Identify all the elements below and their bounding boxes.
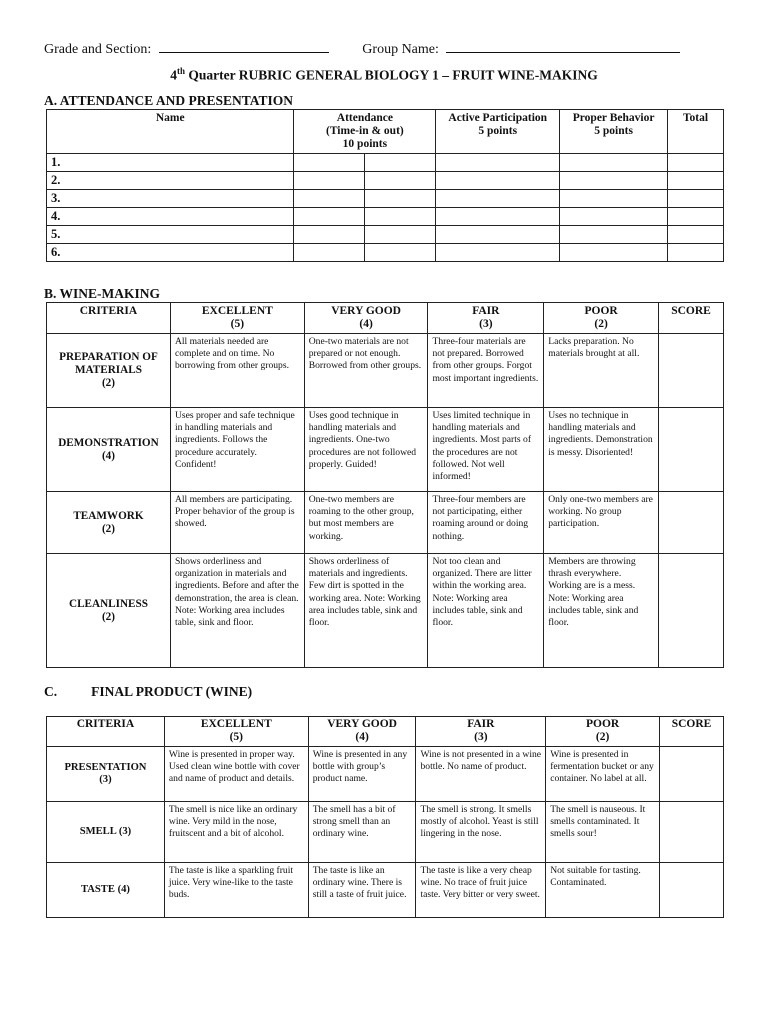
poor-points: (2) <box>595 731 610 743</box>
page-title <box>0 66 768 84</box>
excellent-header <box>164 717 308 747</box>
criteria-line: SMELL (3) <box>79 826 132 837</box>
criteria-row <box>47 802 724 863</box>
score-cell[interactable] <box>660 802 724 863</box>
behavior-cell[interactable] <box>560 226 668 244</box>
row-number: 6. <box>47 244 294 262</box>
col-name: Name <box>47 110 294 154</box>
score-header: SCORE <box>659 303 724 334</box>
poor-header <box>546 717 660 747</box>
very-good-desc: The taste is like an ordinary wine. There is still a taste of fruit juice. <box>308 863 416 918</box>
time-in-cell[interactable] <box>294 190 365 208</box>
col-behavior <box>560 110 668 154</box>
attendance-row <box>47 226 724 244</box>
very-good-label: VERY GOOD <box>331 305 401 317</box>
time-out-cell[interactable] <box>365 154 436 172</box>
criteria-points: (2) <box>101 610 115 623</box>
col-behavior-title: Proper Behavior <box>572 112 655 124</box>
behavior-cell[interactable] <box>560 208 668 226</box>
participation-cell[interactable] <box>436 190 560 208</box>
col-participation <box>436 110 560 154</box>
grade-section-label: Grade and Section: <box>44 42 152 57</box>
time-out-cell[interactable] <box>365 172 436 190</box>
attendance-row <box>47 190 724 208</box>
criteria-line: TASTE (4) <box>80 884 130 895</box>
total-cell[interactable] <box>668 154 724 172</box>
title-ordinal-suffix: th <box>176 66 185 76</box>
title-text: Quarter RUBRIC GENERAL BIOLOGY 1 – FRUIT WINE-MAKING <box>184 67 598 83</box>
time-out-cell[interactable] <box>365 226 436 244</box>
participation-cell[interactable] <box>436 208 560 226</box>
participation-cell[interactable] <box>436 172 560 190</box>
header-line <box>44 40 680 58</box>
fair-label: FAIR <box>472 305 500 317</box>
fair-label: FAIR <box>467 718 495 730</box>
poor-points: (2) <box>594 318 608 330</box>
very-good-desc: Shows orderliness of materials and ingredients. Few dirt is spotted in the working area. Note: Working area includes table, sink and floor. <box>304 554 428 668</box>
participation-cell[interactable] <box>436 226 560 244</box>
poor-desc: Lacks preparation. No materials brought at all. <box>544 334 659 408</box>
poor-desc: Not suitable for tasting. Contaminated. <box>546 863 660 918</box>
fair-desc: Three-four members are not participating, either roaming around or doing nothing. <box>428 492 544 554</box>
total-cell[interactable] <box>668 190 724 208</box>
attendance-row <box>47 154 724 172</box>
fair-desc: Wine is not presented in a wine bottle. No name of product. <box>416 747 546 802</box>
attendance-row <box>47 208 724 226</box>
time-in-cell[interactable] <box>294 172 365 190</box>
row-number: 5. <box>47 226 294 244</box>
group-name-label: Group Name: <box>362 42 439 57</box>
criteria-cell <box>47 554 171 668</box>
excellent-label: EXCELLENT <box>201 305 273 317</box>
col-attendance <box>294 110 436 154</box>
excellent-desc: Uses proper and safe technique in handling materials and ingredients. Follows the procedure accurately. Confident! <box>170 408 304 492</box>
poor-desc: Wine is presented in fermentation bucket or any container. No label at all. <box>546 747 660 802</box>
group-name-field[interactable] <box>446 40 680 53</box>
fair-points: (3) <box>474 731 488 743</box>
time-out-cell[interactable] <box>365 244 436 262</box>
behavior-cell[interactable] <box>560 172 668 190</box>
excellent-desc: Shows orderliness and organization in materials and ingredients. Before and after the demonstration, the area is clean. Note: Working area includes table, sink and floor. <box>170 554 304 668</box>
poor-desc: Only one-two members are working. No group participation. <box>544 492 659 554</box>
fair-points: (3) <box>479 318 493 330</box>
participation-cell[interactable] <box>436 154 560 172</box>
criteria-points: (4) <box>101 449 115 462</box>
attendance-table <box>46 109 724 262</box>
criteria-row <box>47 334 724 408</box>
criteria-header: CRITERIA <box>47 717 165 747</box>
criteria-row <box>47 554 724 668</box>
time-out-cell[interactable] <box>365 190 436 208</box>
total-cell[interactable] <box>668 208 724 226</box>
participation-cell[interactable] <box>436 244 560 262</box>
very-good-desc: The smell has a bit of strong smell than an ordinary wine. <box>308 802 416 863</box>
behavior-cell[interactable] <box>560 190 668 208</box>
poor-desc: Uses no technique in handling materials and ingredients. Demonstration is messy. Disoriented! <box>544 408 659 492</box>
behavior-cell[interactable] <box>560 244 668 262</box>
col-total: Total <box>668 110 724 154</box>
very-good-desc: One-two members are roaming to the other group, but most members are working. <box>304 492 428 554</box>
col-behavior-points: 5 points <box>594 125 633 137</box>
fair-desc: Three-four materials are not prepared. Borrowed from other groups. Forgot most important ingredients. <box>428 334 544 408</box>
total-cell[interactable] <box>668 172 724 190</box>
row-number: 2. <box>47 172 294 190</box>
very-good-header <box>304 303 428 334</box>
row-number: 3. <box>47 190 294 208</box>
criteria-line: PRESENTATION <box>64 762 147 773</box>
poor-header <box>544 303 659 334</box>
poor-desc: Members are throwing thrash everywhere. Working are is a mess. Note: Working area includes table, sink and floor. <box>544 554 659 668</box>
score-cell[interactable] <box>659 334 724 408</box>
grade-section-field[interactable] <box>159 40 329 53</box>
title-ordinal: 4 <box>170 67 177 83</box>
score-header: SCORE <box>660 717 724 747</box>
criteria-line: TEAMWORK <box>73 509 144 522</box>
excellent-desc: The smell is nice like an ordinary wine. Very mild in the nose, fruitscent and a bit of alcohol. <box>164 802 308 863</box>
poor-label: POOR <box>585 718 620 730</box>
criteria-row <box>47 492 724 554</box>
criteria-cell <box>47 747 165 802</box>
criteria-line: DEMONSTRATION <box>58 436 159 449</box>
criteria-points: (3) <box>99 774 112 785</box>
score-cell[interactable] <box>659 492 724 554</box>
criteria-cell <box>47 492 171 554</box>
very-good-desc: Uses good technique in handling materials and ingredients. One-two procedures are not followed properly. Guided! <box>304 408 428 492</box>
col-attendance-title: Attendance <box>336 112 393 124</box>
time-in-cell[interactable] <box>294 226 365 244</box>
criteria-cell <box>47 334 171 408</box>
poor-desc: The smell is nauseous. It smells contaminated. It smells sour! <box>546 802 660 863</box>
fair-header <box>416 717 546 747</box>
score-cell[interactable] <box>660 747 724 802</box>
criteria-header: CRITERIA <box>47 303 171 334</box>
row-number: 4. <box>47 208 294 226</box>
attendance-row <box>47 244 724 262</box>
poor-label: POOR <box>584 305 618 317</box>
excellent-desc: All materials needed are complete and on time. No borrowing from other groups. <box>170 334 304 408</box>
behavior-cell[interactable] <box>560 154 668 172</box>
time-in-cell[interactable] <box>294 244 365 262</box>
criteria-row <box>47 863 724 918</box>
criteria-points: (2) <box>101 522 115 535</box>
fair-desc: The smell is strong. It smells mostly of alcohol. Yeast is still lingering in the nose. <box>416 802 546 863</box>
fair-desc: Not too clean and organized. There are litter within the working area. Note: Working area includes table, sink and floor. <box>428 554 544 668</box>
total-cell[interactable] <box>668 244 724 262</box>
criteria-line: PREPARATION OF <box>59 351 158 363</box>
criteria-cell <box>47 863 165 918</box>
criteria-line: CLEANLINESS <box>68 597 148 610</box>
wine-making-table <box>46 302 724 668</box>
very-good-points: (4) <box>355 731 369 743</box>
time-in-cell[interactable] <box>294 208 365 226</box>
excellent-label: EXCELLENT <box>200 718 272 730</box>
very-good-points: (4) <box>359 318 373 330</box>
time-out-cell[interactable] <box>365 208 436 226</box>
attendance-row <box>47 172 724 190</box>
fair-desc: The taste is like a very cheap wine. No trace of fruit juice taste. Very bitter or very sweet. <box>416 863 546 918</box>
time-in-cell[interactable] <box>294 154 365 172</box>
section-a-heading: A. ATTENDANCE AND PRESENTATION <box>44 93 294 108</box>
criteria-cell <box>47 802 165 863</box>
section-c-title: FINAL PRODUCT (WINE) <box>91 684 253 699</box>
fair-header <box>428 303 544 334</box>
excellent-header <box>170 303 304 334</box>
col-participation-title: Active Participation <box>448 112 548 124</box>
section-b-heading: B. WINE-MAKING <box>44 286 161 301</box>
very-good-label: VERY GOOD <box>327 718 397 730</box>
col-participation-points: 5 points <box>478 125 518 137</box>
excellent-desc: All members are participating. Proper behavior of the group is showed. <box>170 492 304 554</box>
final-product-table <box>46 716 724 918</box>
criteria-line: MATERIALS <box>75 364 142 376</box>
criteria-cell <box>47 408 171 492</box>
score-cell[interactable] <box>659 408 724 492</box>
criteria-row <box>47 408 724 492</box>
excellent-points: (5) <box>230 318 245 330</box>
very-good-header <box>308 717 416 747</box>
col-attendance-sub: (Time-in & out) <box>326 125 404 137</box>
very-good-desc: Wine is presented in any bottle with group’s product name. <box>308 747 416 802</box>
very-good-desc: One-two materials are not prepared or not enough. Borrowed from other groups. <box>304 334 428 408</box>
fair-desc: Uses limited technique in handling materials and ingredients. Most parts of the procedures are not followed. Not well informed! <box>428 408 544 492</box>
row-number: 1. <box>47 154 294 172</box>
section-c-letter: C. <box>44 684 58 699</box>
col-attendance-points: 10 points <box>342 138 388 150</box>
excellent-desc: The taste is like a sparkling fruit juice. Very wine-like to the taste buds. <box>164 863 308 918</box>
section-c-heading <box>44 684 252 700</box>
criteria-row <box>47 747 724 802</box>
criteria-points: (2) <box>101 377 115 389</box>
excellent-desc: Wine is presented in proper way. Used clean wine bottle with cover and name of product and details. <box>164 747 308 802</box>
score-cell[interactable] <box>660 863 724 918</box>
total-cell[interactable] <box>668 226 724 244</box>
score-cell[interactable] <box>659 554 724 668</box>
excellent-points: (5) <box>229 731 243 743</box>
